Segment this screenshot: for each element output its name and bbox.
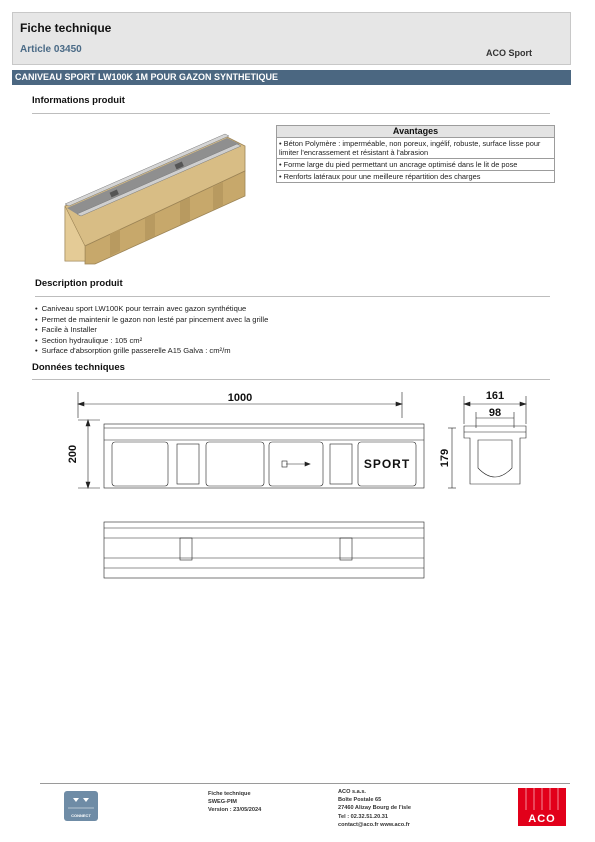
- dimension-width-total: 161: [485, 390, 505, 402]
- description-list: [35, 304, 268, 357]
- dimension-width-inner: 98: [488, 407, 502, 419]
- technical-drawing: [60, 388, 530, 588]
- dimension-height-side: 179: [439, 448, 451, 468]
- brand-name: ACO Sport: [486, 48, 532, 58]
- footer-doc-line: SWEG-PIM: [208, 799, 237, 806]
- section-technical-rule: [32, 379, 550, 380]
- advantages-heading: Avantages: [276, 125, 555, 138]
- product-title-bar: CANIVEAU SPORT LW100K 1M POUR GAZON SYNTHETIQUE: [12, 70, 571, 85]
- connect-logo: [64, 791, 98, 821]
- dimension-height: 200: [67, 444, 79, 464]
- aco-logo: [518, 788, 566, 826]
- footer-company-line: 27460 Alizay Bourg de l'isle: [338, 805, 411, 812]
- description-item: • Facile à Installer: [35, 325, 268, 336]
- footer-doc-line: Fiche technique: [208, 791, 251, 797]
- description-item: • Permet de maintenir le gazon non lesté par pincement avec la grille: [35, 315, 268, 326]
- section-info-title: Informations produit: [32, 95, 125, 106]
- header-box: [12, 12, 571, 65]
- footer-rule: [40, 783, 570, 784]
- description-item: • Caniveau sport LW100K pour terrain avec gazon synthétique: [35, 304, 268, 315]
- advantage-item: • Béton Polymère : imperméable, non poreux, ingélif, robuste, surface lisse pour limiter l'encrassement et résistant à l'abrasion: [276, 138, 555, 159]
- connect-logo-text: CONNECT: [71, 813, 91, 818]
- advantages-box: [276, 125, 555, 183]
- article-number: Article 03450: [20, 44, 82, 55]
- advantage-item: • Renforts latéraux pour une meilleure répartition des charges: [276, 171, 555, 183]
- grate-text: SPORT: [363, 457, 411, 471]
- advantage-item: • Forme large du pied permettant un ancrage optimisé dans le lit de pose: [276, 159, 555, 171]
- section-technical-title: Données techniques: [32, 362, 125, 373]
- product-image: [55, 126, 250, 266]
- footer-company-line: Tel : 02.32.51.20.31: [338, 813, 388, 820]
- description-item: • Section hydraulique : 105 cm²: [35, 336, 268, 347]
- description-item: • Surface d'absorption grille passerelle A15 Galva : cm²/m: [35, 346, 268, 357]
- footer-company-line: ACO s.a.s.: [338, 789, 366, 795]
- footer-company-line: Boîte Postale 65: [338, 797, 382, 804]
- footer-document-info: [208, 790, 261, 815]
- aco-logo-text: ACO: [528, 813, 556, 825]
- section-description-title: Description produit: [35, 278, 123, 289]
- section-description-rule: [35, 296, 550, 297]
- footer-doc-line: Version : 23/05/2024: [208, 807, 262, 814]
- section-info-rule: [32, 113, 550, 114]
- footer-company-line: contact@aco.fr www.aco.fr: [338, 821, 410, 828]
- footer-company-info: [338, 788, 411, 829]
- dimension-length: 1000: [227, 392, 253, 404]
- document-title: Fiche technique: [20, 21, 112, 35]
